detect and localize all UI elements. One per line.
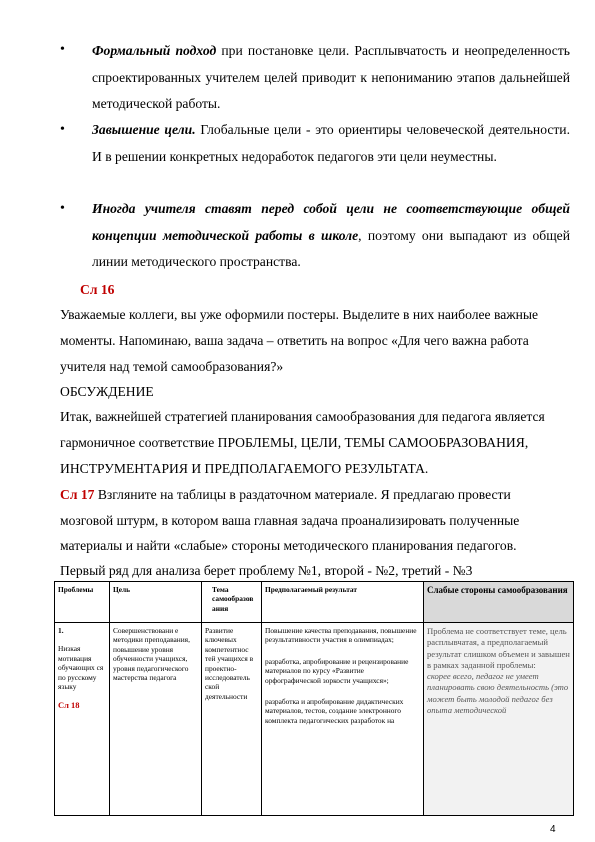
- paragraph-line: Итак, важнейшей стратегией планирования самообразования для педагога является: [60, 409, 545, 424]
- bullet-lead: концепции методической работы в школе: [92, 227, 359, 243]
- table-cell-topic: [202, 623, 262, 816]
- bullet-text: Глобальные цели - это ориентиры человеческой: [200, 122, 485, 137]
- paragraph-line: моменты. Напоминаю, ваша задача – ответить на вопрос «Для чего важна работа: [60, 333, 529, 348]
- table-cell-problem: [55, 623, 110, 816]
- table-cell-goal: [110, 623, 202, 816]
- bullet-text: при постановке цели. Расплывчатость и: [221, 43, 460, 58]
- bullet-item-formal-approach: [92, 38, 570, 118]
- slide-label: Сл 17: [60, 487, 95, 502]
- result-text: разработка, апробирование и рецензирование материалов по курсу «Развитие орфографической зоркости учащихся»;: [265, 656, 409, 685]
- result-text: Повышение качества преподавания, повышение результативности участия в олимпиадах;: [265, 626, 417, 645]
- row-number: 1.: [58, 626, 64, 635]
- topic-text: Развитие ключевых компетентнос тей учащихся в проектно-исследователь ской деятельности: [205, 626, 254, 701]
- paragraph-line: мозговой штурм, в котором ваша главная задача проанализировать полученные: [60, 513, 520, 528]
- slide-label: Сл 16: [80, 282, 115, 297]
- table-row: [55, 623, 574, 816]
- column-header: Слабые стороны самообразования: [424, 582, 574, 623]
- problem-text: Низкая мотивация обучающих ся по русскому языку: [58, 644, 104, 692]
- paragraph-text: Взгляните на таблицы в раздаточном материале. Я предлагаю провести: [94, 487, 511, 502]
- column-header: Тема самообразов ания: [202, 582, 262, 623]
- paragraph-line: гармоничное соответствие ПРОБЛЕМЫ, ЦЕЛИ, ТЕМЫ САМООБРАЗОВАНИЯ,: [60, 435, 529, 450]
- bullet-marker: •: [60, 201, 65, 216]
- column-header: Цель: [110, 582, 202, 623]
- bullet-marker: •: [60, 42, 65, 57]
- table-cell-result: [262, 623, 424, 816]
- paragraph-line: материалы и найти «слабые» стороны методического планирования педагогов.: [60, 538, 517, 553]
- slide-label: Сл 18: [58, 700, 80, 711]
- result-text: разработка и апробирование дидактических материалов, тестов, создание электронного комплекта педагогических разработок на: [265, 697, 404, 725]
- table-cell-weakness: [424, 623, 574, 816]
- paragraph-line: [60, 481, 575, 508]
- bullet-text: неуместны.: [430, 148, 497, 164]
- bullet-text: деятельности. И в решении конкретных недоработок педагогов эти цели: [92, 122, 570, 164]
- paragraph-line: Первый ряд для анализа берет проблему №1, второй - №2, третий - №3: [60, 563, 473, 578]
- weakness-text: Проблема не соответствует теме, цель расплывчатая, а предполагаемый результат слишком объемен и завышен в рамках заданной проблемы:: [427, 626, 570, 670]
- page-number: 4: [550, 824, 556, 835]
- bullet-text: , поэтому они выпадают из общей: [358, 227, 570, 243]
- bullet-item-overstated-goal: [92, 117, 570, 170]
- weakness-text: скорее всего, педагог не умеет планировать свою деятельность (это может быть молодой педагог без опыта методической: [427, 671, 569, 716]
- bullet-lead: Формальный подход: [92, 43, 217, 58]
- paragraph-line: учителя над темой самообразования?»: [60, 359, 284, 374]
- bullet-text: неопределенность спроектированных учителем целей приводит к непониманию: [92, 43, 570, 85]
- paragraph-line: Уважаемые коллеги, вы уже оформили постеры. Выделите в них наиболее важные: [60, 307, 539, 322]
- bullet-lead: Завышение цели.: [92, 122, 196, 137]
- column-header: Предполагаемый результат: [262, 582, 424, 623]
- analysis-table: [54, 581, 574, 816]
- discussion-heading: ОБСУЖДЕНИЕ: [60, 384, 154, 399]
- bullet-marker: •: [60, 122, 65, 137]
- bullet-text: этапов дальнейшей методической работы.: [92, 69, 570, 111]
- column-header: Проблемы: [55, 582, 110, 623]
- paragraph-line: ИНСТРУМЕНТАРИЯ И ПРЕДПОЛАГАЕМОГО РЕЗУЛЬТАТА.: [60, 461, 429, 476]
- bullet-lead: Иногда учителя ставят перед собой цели не соответствующие общей: [92, 201, 570, 216]
- bullet-text: линии методического пространства.: [92, 254, 301, 269]
- table-header-row: [55, 582, 574, 623]
- bullet-item-mismatched-goals: [92, 196, 570, 276]
- goal-text: Совершенствовани е методики преподавания, повышение уровня обученности учащихся, уровня педагогического мастерства педагога: [113, 626, 190, 683]
